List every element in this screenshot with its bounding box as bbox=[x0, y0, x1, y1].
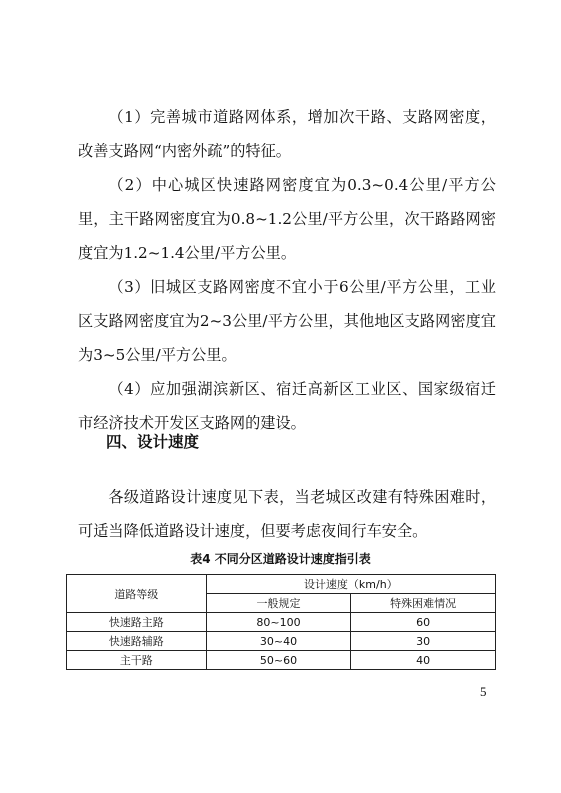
paragraph-1: （1）完善城市道路网体系，增加次干路、支路网密度，改善支路网“内密外疏”的特征。 bbox=[78, 108, 496, 160]
page-number: 5 bbox=[480, 684, 487, 699]
header-special: 特殊困难情况 bbox=[351, 594, 496, 613]
table-row bbox=[67, 651, 496, 670]
table-caption: 表4 不同分区道路设计速度指引表 bbox=[190, 552, 371, 566]
section-heading: 四、设计速度 bbox=[106, 433, 200, 451]
cell-special: 60 bbox=[351, 613, 496, 632]
header-road-grade: 道路等级 bbox=[67, 575, 207, 613]
cell-special: 30 bbox=[351, 632, 496, 651]
paragraph-4: （4）应加强湖滨新区、宿迁高新区工业区、国家级宿迁市经济技术开发区支路网的建设。 bbox=[78, 380, 496, 432]
cell-normal: 30~40 bbox=[206, 632, 351, 651]
intro-paragraph: 各级道路设计速度见下表，当老城区改建有特殊困难时，可适当降低道路设计速度，但要考虑夜间行车安全。 bbox=[78, 488, 496, 540]
table-header-row bbox=[67, 575, 496, 594]
cell-special: 40 bbox=[351, 651, 496, 670]
cell-normal: 50~60 bbox=[206, 651, 351, 670]
cell-grade: 快速路主路 bbox=[67, 613, 207, 632]
speed-table bbox=[66, 574, 496, 670]
cell-grade: 主干路 bbox=[67, 651, 207, 670]
paragraph-3: （3）旧城区支路网密度不宜小于6公里/平方公里，工业区支路网密度宜为2~3公里/平方公里，其他地区支路网密度宜为3~5公里/平方公里。 bbox=[78, 278, 496, 364]
table-row bbox=[67, 632, 496, 651]
table-row bbox=[67, 613, 496, 632]
header-normal: 一般规定 bbox=[206, 594, 351, 613]
header-design-speed: 设计速度（km/h） bbox=[206, 575, 495, 594]
paragraph-2: （2）中心城区快速路网密度宜为0.3~0.4公里/平方公里，主干路网密度宜为0.8~1.2公里/平方公里，次干路路网密度宜为1.2~1.4公里/平方公里。 bbox=[78, 176, 496, 262]
cell-grade: 快速路辅路 bbox=[67, 632, 207, 651]
cell-normal: 80~100 bbox=[206, 613, 351, 632]
